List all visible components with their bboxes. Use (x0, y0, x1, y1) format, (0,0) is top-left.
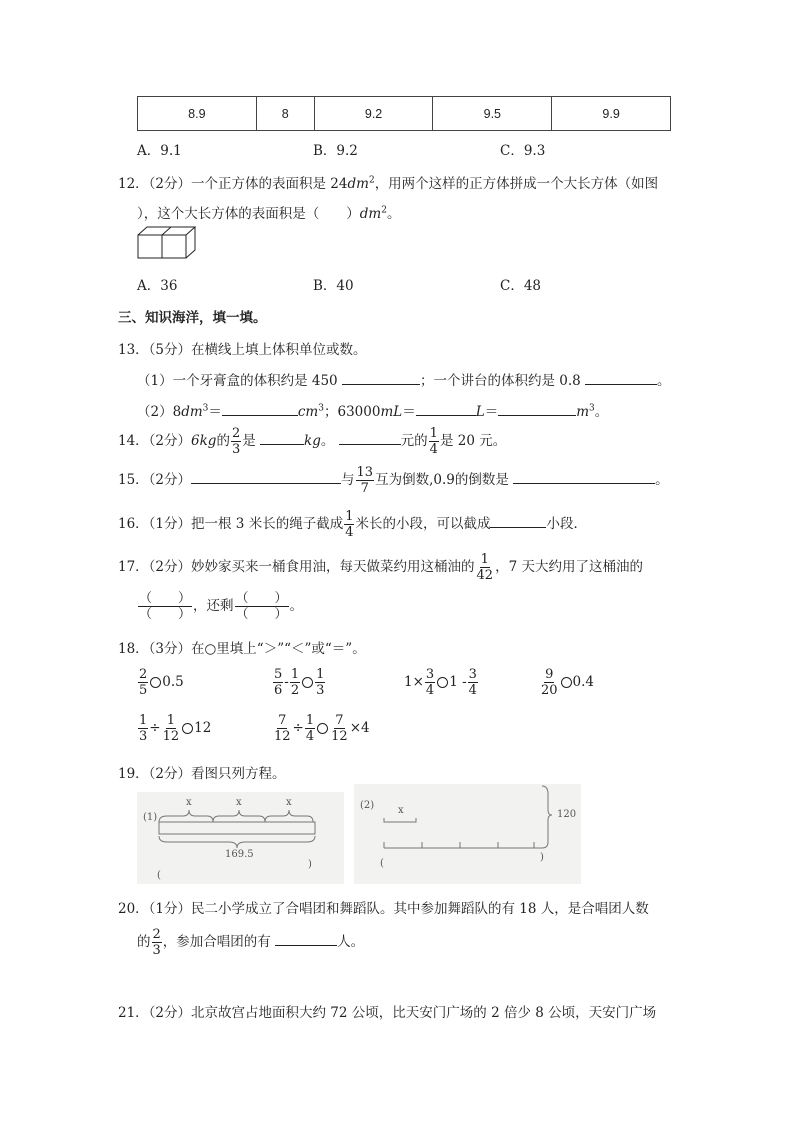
fraction (138, 668, 148, 697)
q12-text-end: ，用两个这样的正方体拼成一个大长方体（如图 (374, 176, 659, 192)
denominator: 3 (139, 729, 148, 744)
denominator: 3 (231, 442, 241, 457)
q18-expr-2 (272, 668, 326, 697)
denominator: 4 (305, 729, 315, 744)
table-cell: 9.2 (314, 97, 433, 131)
section-title: 三、知识海洋，填一填。 (118, 310, 267, 326)
numerator: 7 (278, 713, 287, 728)
q14-yuan: 元的 (400, 433, 428, 449)
fraction-blank[interactable] (138, 592, 192, 621)
fraction-blank[interactable] (235, 592, 289, 621)
figure-2-paren-left: ( (380, 858, 384, 869)
numerator: 1 (290, 667, 300, 682)
q14-kg2: kg (304, 433, 321, 449)
q14-dot: 。 (320, 433, 335, 449)
denominator: 12 (162, 729, 180, 744)
values-table (137, 96, 671, 131)
fraction (476, 553, 495, 582)
denominator: 4 (425, 683, 435, 698)
q12-option-b: B．40 (313, 278, 354, 294)
q15-yu: 与 (341, 472, 355, 488)
table-cell: 9.9 (552, 97, 671, 131)
q17-pre: 17．（2分）妙妙家买来一桶食用油，每天做菜约用这桶油的 (118, 559, 475, 575)
q14-de: 的 (216, 433, 230, 449)
compare-circle[interactable] (561, 677, 572, 688)
q15-end: 。 (655, 472, 669, 488)
q17-rest: ，还剩 (193, 598, 234, 614)
q12-line2-unit: dm (359, 206, 382, 222)
answer-blank[interactable] (339, 431, 401, 445)
q17-line2 (137, 592, 303, 621)
equals: ＝ (402, 404, 416, 420)
numerator: 1 (305, 713, 315, 728)
denominator: 20 (541, 683, 558, 698)
q16-end: 小段． (546, 516, 587, 532)
numerator: 13 (356, 465, 374, 480)
q14-pre: 14．（2分） (118, 433, 192, 449)
figure-1-paren-left: ( (157, 870, 161, 881)
denominator: 4 (345, 525, 354, 540)
q15-mid: 互为倒数,0.9的倒数是 (375, 472, 509, 488)
q13-p1-end: 。 (657, 373, 671, 389)
figure-1-total: 169.5 (225, 849, 254, 860)
expr-prefix: 1× (404, 674, 424, 690)
figure-2-label: (2) (360, 800, 375, 811)
numerator: 3 (468, 667, 477, 682)
table-cell: 8 (256, 97, 314, 131)
numerator: 2 (152, 927, 161, 942)
unit-m: m (576, 404, 589, 420)
answer-blank[interactable] (498, 402, 576, 416)
q14-end: 是 20 元。 (439, 433, 507, 449)
q13-part2 (137, 400, 608, 420)
q11-option-a: A．9.1 (137, 143, 182, 159)
q14-shi: 是 (242, 433, 256, 449)
figure-1-paren-right: ) (308, 859, 312, 870)
q17-end: 。 (289, 598, 304, 614)
figure-1-x: x (286, 797, 292, 808)
q18-expr-4 (539, 668, 594, 697)
fraction (356, 466, 375, 495)
q11-option-c: C．9.3 (500, 143, 546, 159)
figure-1-x: x (236, 797, 242, 808)
q15 (118, 466, 669, 495)
q18-expr-6 (272, 714, 370, 743)
unit-ml: mL (380, 404, 403, 420)
denominator: 7 (360, 481, 369, 496)
figure-2-total: 120 (557, 809, 577, 820)
q12-exp: 2 (368, 175, 375, 186)
q19-stem: 19．（2分）看图只列方程。 (118, 766, 286, 782)
denominator: 6 (274, 683, 283, 698)
table-row (138, 97, 671, 131)
answer-blank[interactable] (490, 514, 546, 528)
q20-end: 人。 (337, 934, 365, 950)
denominator: 42 (476, 568, 494, 583)
compare-circle[interactable] (302, 677, 313, 688)
fraction (152, 928, 162, 957)
expr-mid: 1 - (449, 674, 467, 690)
numerator-blank[interactable]: （ ） (139, 591, 192, 606)
fraction (138, 714, 148, 743)
q18-expr-3 (404, 668, 479, 697)
compare-circle[interactable] (150, 677, 161, 688)
fraction (344, 510, 354, 539)
equals: ＝ (484, 404, 499, 420)
q18-stem: 18．（3分）在○里填上“＞”“＜”或“＝”。 (118, 641, 366, 657)
q12-option-c: C．48 (500, 278, 542, 294)
q13-stem: 13．（5分）在横线上填上体积单位或数。 (118, 342, 367, 358)
answer-blank[interactable] (275, 932, 337, 946)
q18-expr-1 (137, 668, 184, 697)
denominator: 4 (429, 442, 438, 457)
q16 (118, 510, 587, 539)
fraction (305, 714, 315, 743)
answer-blank[interactable] (342, 371, 420, 385)
denominator-blank[interactable]: （ ） (139, 607, 192, 622)
equals: ＝ (208, 404, 222, 420)
fraction (425, 668, 435, 697)
numerator: 7 (335, 713, 344, 728)
segment-diagram-2 (354, 784, 581, 884)
denominator: 12 (331, 729, 348, 744)
answer-blank[interactable] (585, 371, 657, 385)
answer-blank[interactable] (222, 402, 298, 416)
figure-2-x: x (398, 805, 404, 816)
fraction (315, 668, 325, 697)
denominator: 3 (316, 683, 325, 698)
numerator: 5 (274, 667, 283, 682)
numerator: 1 (139, 713, 148, 728)
expr-value: ×4 (349, 720, 370, 736)
q12-unit: dm (347, 176, 369, 192)
q12-line2-end: 。 (386, 206, 401, 222)
exp: 3 (589, 403, 595, 414)
q17-line1 (118, 553, 643, 582)
fraction (330, 714, 349, 743)
q20-line2 (137, 928, 364, 957)
fraction (468, 668, 478, 697)
figure-2-paren-right: ) (540, 852, 544, 863)
minus: - (284, 674, 289, 690)
q12-option-a: A．36 (137, 278, 178, 294)
numerator: 1 (480, 552, 489, 567)
numerator: 1 (166, 713, 175, 728)
q20-mid: ，参加合唱团的有 (162, 934, 271, 950)
fraction (273, 714, 292, 743)
q13-p1-text2: ；一个讲台的体积约是 0.8 (419, 373, 581, 389)
q12-line2-exp: 2 (381, 205, 387, 216)
answer-blank[interactable] (260, 431, 304, 445)
table-cell: 8.9 (138, 97, 257, 131)
q18-expr-5 (137, 714, 211, 743)
answer-blank[interactable] (416, 402, 476, 416)
compare-circle[interactable] (317, 723, 328, 734)
q12-text: 12．（2分）一个正方体的表面积是 24 (118, 176, 348, 192)
compare-circle[interactable] (182, 723, 193, 734)
divide: ÷ (292, 720, 304, 736)
q16-pre: 16．（1分）把一根 3 米长的绳子截成 (118, 516, 344, 532)
q21-line1: 21．（2分）北京故宫占地面积大约 72 公顷，比天安门广场的 2 倍少 8 公顷，天安门广场 (118, 1005, 657, 1021)
divide: ÷ (149, 720, 161, 736)
figure-2 (354, 784, 581, 884)
q12-line1 (118, 172, 658, 192)
table-cell: 9.5 (433, 97, 552, 131)
q15-pre: 15．（2分） (118, 472, 192, 488)
figure-1-x: x (186, 797, 192, 808)
expr-value: 12 (194, 720, 212, 736)
numerator: 9 (545, 667, 554, 682)
q13-part1 (137, 369, 671, 389)
expr-value: 0.5 (162, 674, 184, 690)
q11-option-b: B．9.2 (313, 143, 358, 159)
cuboid-figure (137, 226, 197, 260)
fraction (231, 427, 241, 456)
numerator-blank[interactable]: （ ） (235, 591, 288, 606)
unit-l: L (475, 404, 485, 420)
q13-p2-text: （2）8 (137, 404, 182, 420)
numerator: 1 (316, 667, 325, 682)
unit-dm: dm (181, 404, 203, 420)
answer-blank[interactable] (191, 470, 341, 484)
unit-cm: cm (297, 404, 319, 420)
denominator: 12 (274, 729, 291, 744)
denominator: 5 (139, 683, 148, 698)
expr-value: 0.4 (572, 674, 595, 690)
fraction (540, 668, 559, 697)
fraction (162, 714, 181, 743)
numerator: 3 (425, 667, 435, 682)
q17-mid: ，7 天大约用了这桶油的 (495, 559, 643, 575)
q13-p2-sep: ；63000 (323, 404, 381, 420)
fraction (429, 427, 439, 456)
q13-p2-end: 。 (594, 404, 609, 420)
denominator: 4 (468, 683, 477, 698)
compare-circle[interactable] (437, 677, 448, 688)
exp: 3 (202, 403, 209, 414)
q12-line2-text: ），这个大长方体的表面积是（ ） (137, 206, 360, 222)
exp: 3 (318, 403, 324, 414)
numerator: 1 (429, 426, 438, 441)
numerator: 2 (139, 667, 148, 682)
figure-1-label: (1) (143, 812, 158, 823)
figure-1 (137, 792, 344, 884)
q12-line2 (137, 202, 400, 222)
q14 (118, 427, 506, 456)
fraction (290, 668, 300, 697)
q14-kg: 6kg (191, 433, 217, 449)
q13-p1-text: （1）一个牙膏盒的体积约是 450 (137, 373, 338, 389)
answer-blank[interactable] (513, 470, 655, 484)
numerator: 1 (345, 509, 354, 524)
q20-de: 的 (137, 934, 151, 950)
q16-mid: 米长的小段，可以截成 (355, 516, 491, 532)
denominator-blank[interactable]: （ ） (235, 607, 288, 622)
fraction (273, 668, 283, 697)
denominator: 2 (290, 683, 300, 698)
numerator: 2 (231, 426, 241, 441)
q20-line1: 20．（1分）民二小学成立了合唱团和舞蹈队。其中参加舞蹈队的有 18 人，是合唱团人数 (118, 901, 649, 917)
denominator: 3 (152, 943, 161, 958)
